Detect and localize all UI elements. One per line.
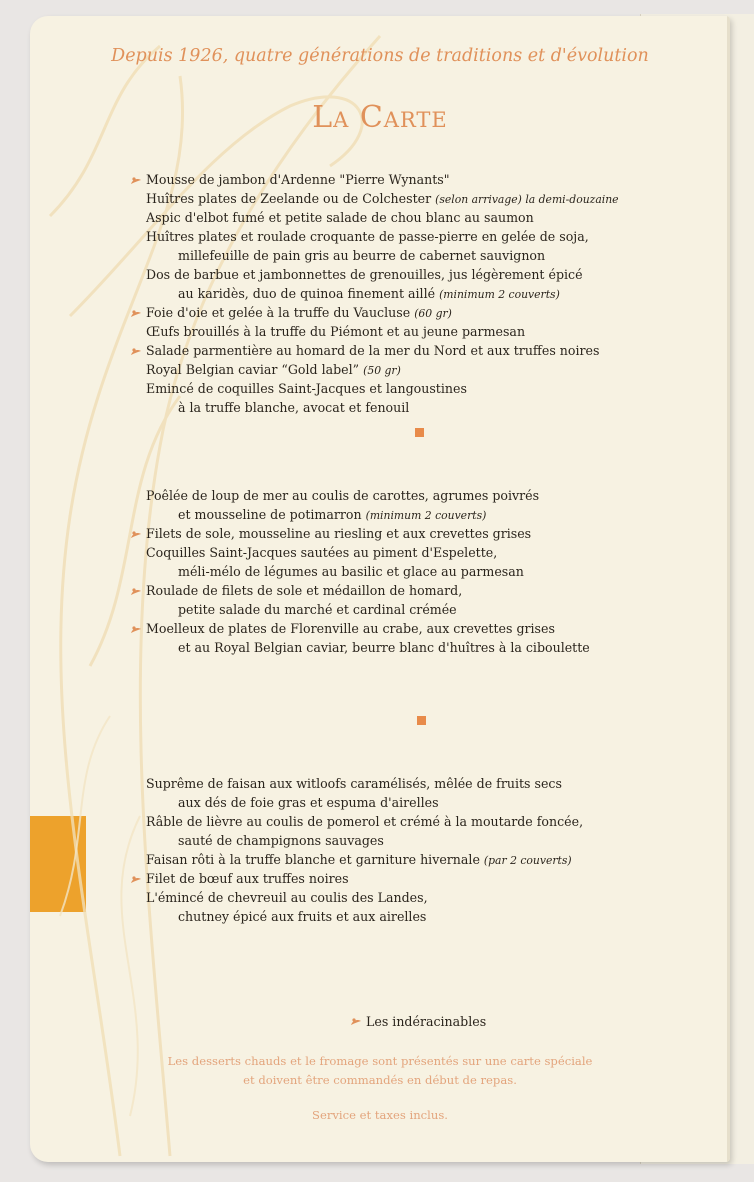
menu-item-note: (selon arrivage) la demi-douzaine <box>435 193 619 206</box>
desserts-note-line1: Les desserts chauds et le fromage sont présentés sur une carte spéciale <box>167 1054 593 1068</box>
tagline: Depuis 1926, quatre générations de traditions et d'évolution <box>111 46 649 66</box>
menu-item-note: (minimum 2 couverts) <box>439 288 560 301</box>
menu-item-line <box>146 852 572 867</box>
menu-item-text: petite salade du marché et cardinal crémée <box>178 602 457 617</box>
menu-item-text: sauté de champignons sauvages <box>178 833 384 848</box>
menu-item-line <box>146 172 450 187</box>
menu-item-line <box>178 640 590 655</box>
menu-item-line <box>178 833 384 848</box>
menu-item-text: aux dés de foie gras et espuma d'airelles <box>178 795 439 810</box>
leaf-sprig-icon <box>130 309 142 319</box>
menu-item-line <box>178 286 560 301</box>
menu-item-text: au karidès, duo de quinoa finement aillé <box>178 286 436 301</box>
page-title: La Carte <box>312 100 448 135</box>
menu-item-line <box>146 583 462 598</box>
menu-item-line <box>146 267 583 282</box>
menu-item-text: millefeuille de pain gris au beurre de cabernet sauvignon <box>178 248 546 263</box>
legend-label: Les indéracinables <box>366 1014 487 1029</box>
menu-item-line <box>146 776 562 791</box>
menu-item-text: à la truffe blanche, avocat et fenouil <box>178 400 410 415</box>
menu-item-line <box>146 526 531 541</box>
menu-item-text: Huîtres plates et roulade croquante de passe-pierre en gelée de soja, <box>146 229 589 244</box>
menu-card <box>30 16 730 1162</box>
menu-item-line <box>178 795 439 810</box>
menu-item-text: Mousse de jambon d'Ardenne "Pierre Wynants" <box>146 172 450 187</box>
separator-square-icon <box>415 428 424 437</box>
menu-item-text: et au Royal Belgian caviar, beurre blanc d'huîtres à la ciboulette <box>178 640 590 655</box>
menu-item-line <box>146 362 401 377</box>
leaf-sprig-icon <box>130 176 142 186</box>
leaf-sprig-icon <box>130 587 142 597</box>
menu-item-text: chutney épicé aux fruits et aux airelles <box>178 909 427 924</box>
menu-item-line <box>146 210 534 225</box>
menu-item-text: Filets de sole, mousseline au riesling et aux crevettes grises <box>146 526 532 541</box>
menu-item-note: (50 gr) <box>363 364 401 377</box>
leaf-sprig-icon <box>130 875 142 885</box>
menu-item-note: (60 gr) <box>414 307 452 320</box>
menu-item-text: Filet de bœuf aux truffes noires <box>146 871 349 886</box>
menu-item-line <box>178 507 486 522</box>
menu-item-line <box>146 814 583 829</box>
menu-item-text: Salade parmentière au homard de la mer du Nord et aux truffes noires <box>146 343 600 358</box>
menu-item-text: Coquilles Saint-Jacques sautées au piment d'Espelette, <box>146 545 498 560</box>
menu-item-text: Huîtres plates de Zeelande ou de Colchester <box>146 191 432 206</box>
menu-item-text: Râble de lièvre au coulis de pomerol et crémé à la moutarde foncée, <box>146 814 584 829</box>
menu-item-text: L'émincé de chevreuil au coulis des Landes, <box>146 890 428 905</box>
menu-item-line <box>146 381 467 396</box>
legend <box>350 1014 486 1029</box>
leaf-sprig-icon <box>350 1017 362 1027</box>
menu-item-line <box>146 871 349 886</box>
menu-item-text: Poêlée de loup de mer au coulis de carottes, agrumes poivrés <box>146 488 540 503</box>
menu-item-line <box>178 564 524 579</box>
menu-item-text: Aspic d'elbot fumé et petite salade de chou blanc au saumon <box>146 210 534 225</box>
menu-item-text: méli-mélo de légumes au basilic et glace au parmesan <box>178 564 524 579</box>
separator-square-icon <box>417 716 426 725</box>
leaf-sprig-icon <box>130 530 142 540</box>
menu-item-line <box>178 400 409 415</box>
leaf-sprig-icon <box>130 625 142 635</box>
menu-item-line <box>146 191 619 206</box>
menu-item-text: Suprême de faisan aux witloofs caramélisés, mêlée de fruits secs <box>146 776 562 791</box>
menu-item-line <box>146 545 497 560</box>
menu-item-note: (par 2 couverts) <box>483 854 572 867</box>
menu-item-line <box>146 621 555 636</box>
menu-item-line <box>178 909 426 924</box>
desserts-note-line2: et doivent être commandés en début de repas. <box>243 1073 517 1087</box>
menu-item-note: (minimum 2 couverts) <box>365 509 487 522</box>
menu-item-line <box>146 229 589 244</box>
menu-item-line <box>146 488 539 503</box>
menu-item-line <box>146 305 452 320</box>
menu-item-text: Emincé de coquilles Saint-Jacques et langoustines <box>146 381 467 396</box>
menu-item-line <box>146 324 525 339</box>
service-note: Service et taxes inclus. <box>312 1108 448 1122</box>
menu-item-text: Œufs brouillés à la truffe du Piémont et au jeune parmesan <box>146 324 526 339</box>
menu-item-line <box>146 343 599 358</box>
menu-item-text: et mousseline de potimarron <box>178 507 362 522</box>
menu-item-line <box>178 602 457 617</box>
menu-item-text: Roulade de filets de sole et médaillon de homard, <box>146 583 463 598</box>
menu-item-text: Royal Belgian caviar “Gold label” <box>146 362 360 377</box>
menu-item-line <box>146 890 428 905</box>
menu-item-text: Moelleux de plates de Florenville au crabe, aux crevettes grises <box>146 621 555 636</box>
menu-item-text: Faisan rôti à la truffe blanche et garniture hivernale <box>146 852 480 867</box>
leaf-sprig-icon <box>130 347 142 357</box>
menu-item-text: Foie d'oie et gelée à la truffe du Vaucluse <box>146 305 411 320</box>
menu-item-text: Dos de barbue et jambonnettes de grenouilles, jus légèrement épicé <box>146 267 583 282</box>
menu-item-line <box>178 248 545 263</box>
